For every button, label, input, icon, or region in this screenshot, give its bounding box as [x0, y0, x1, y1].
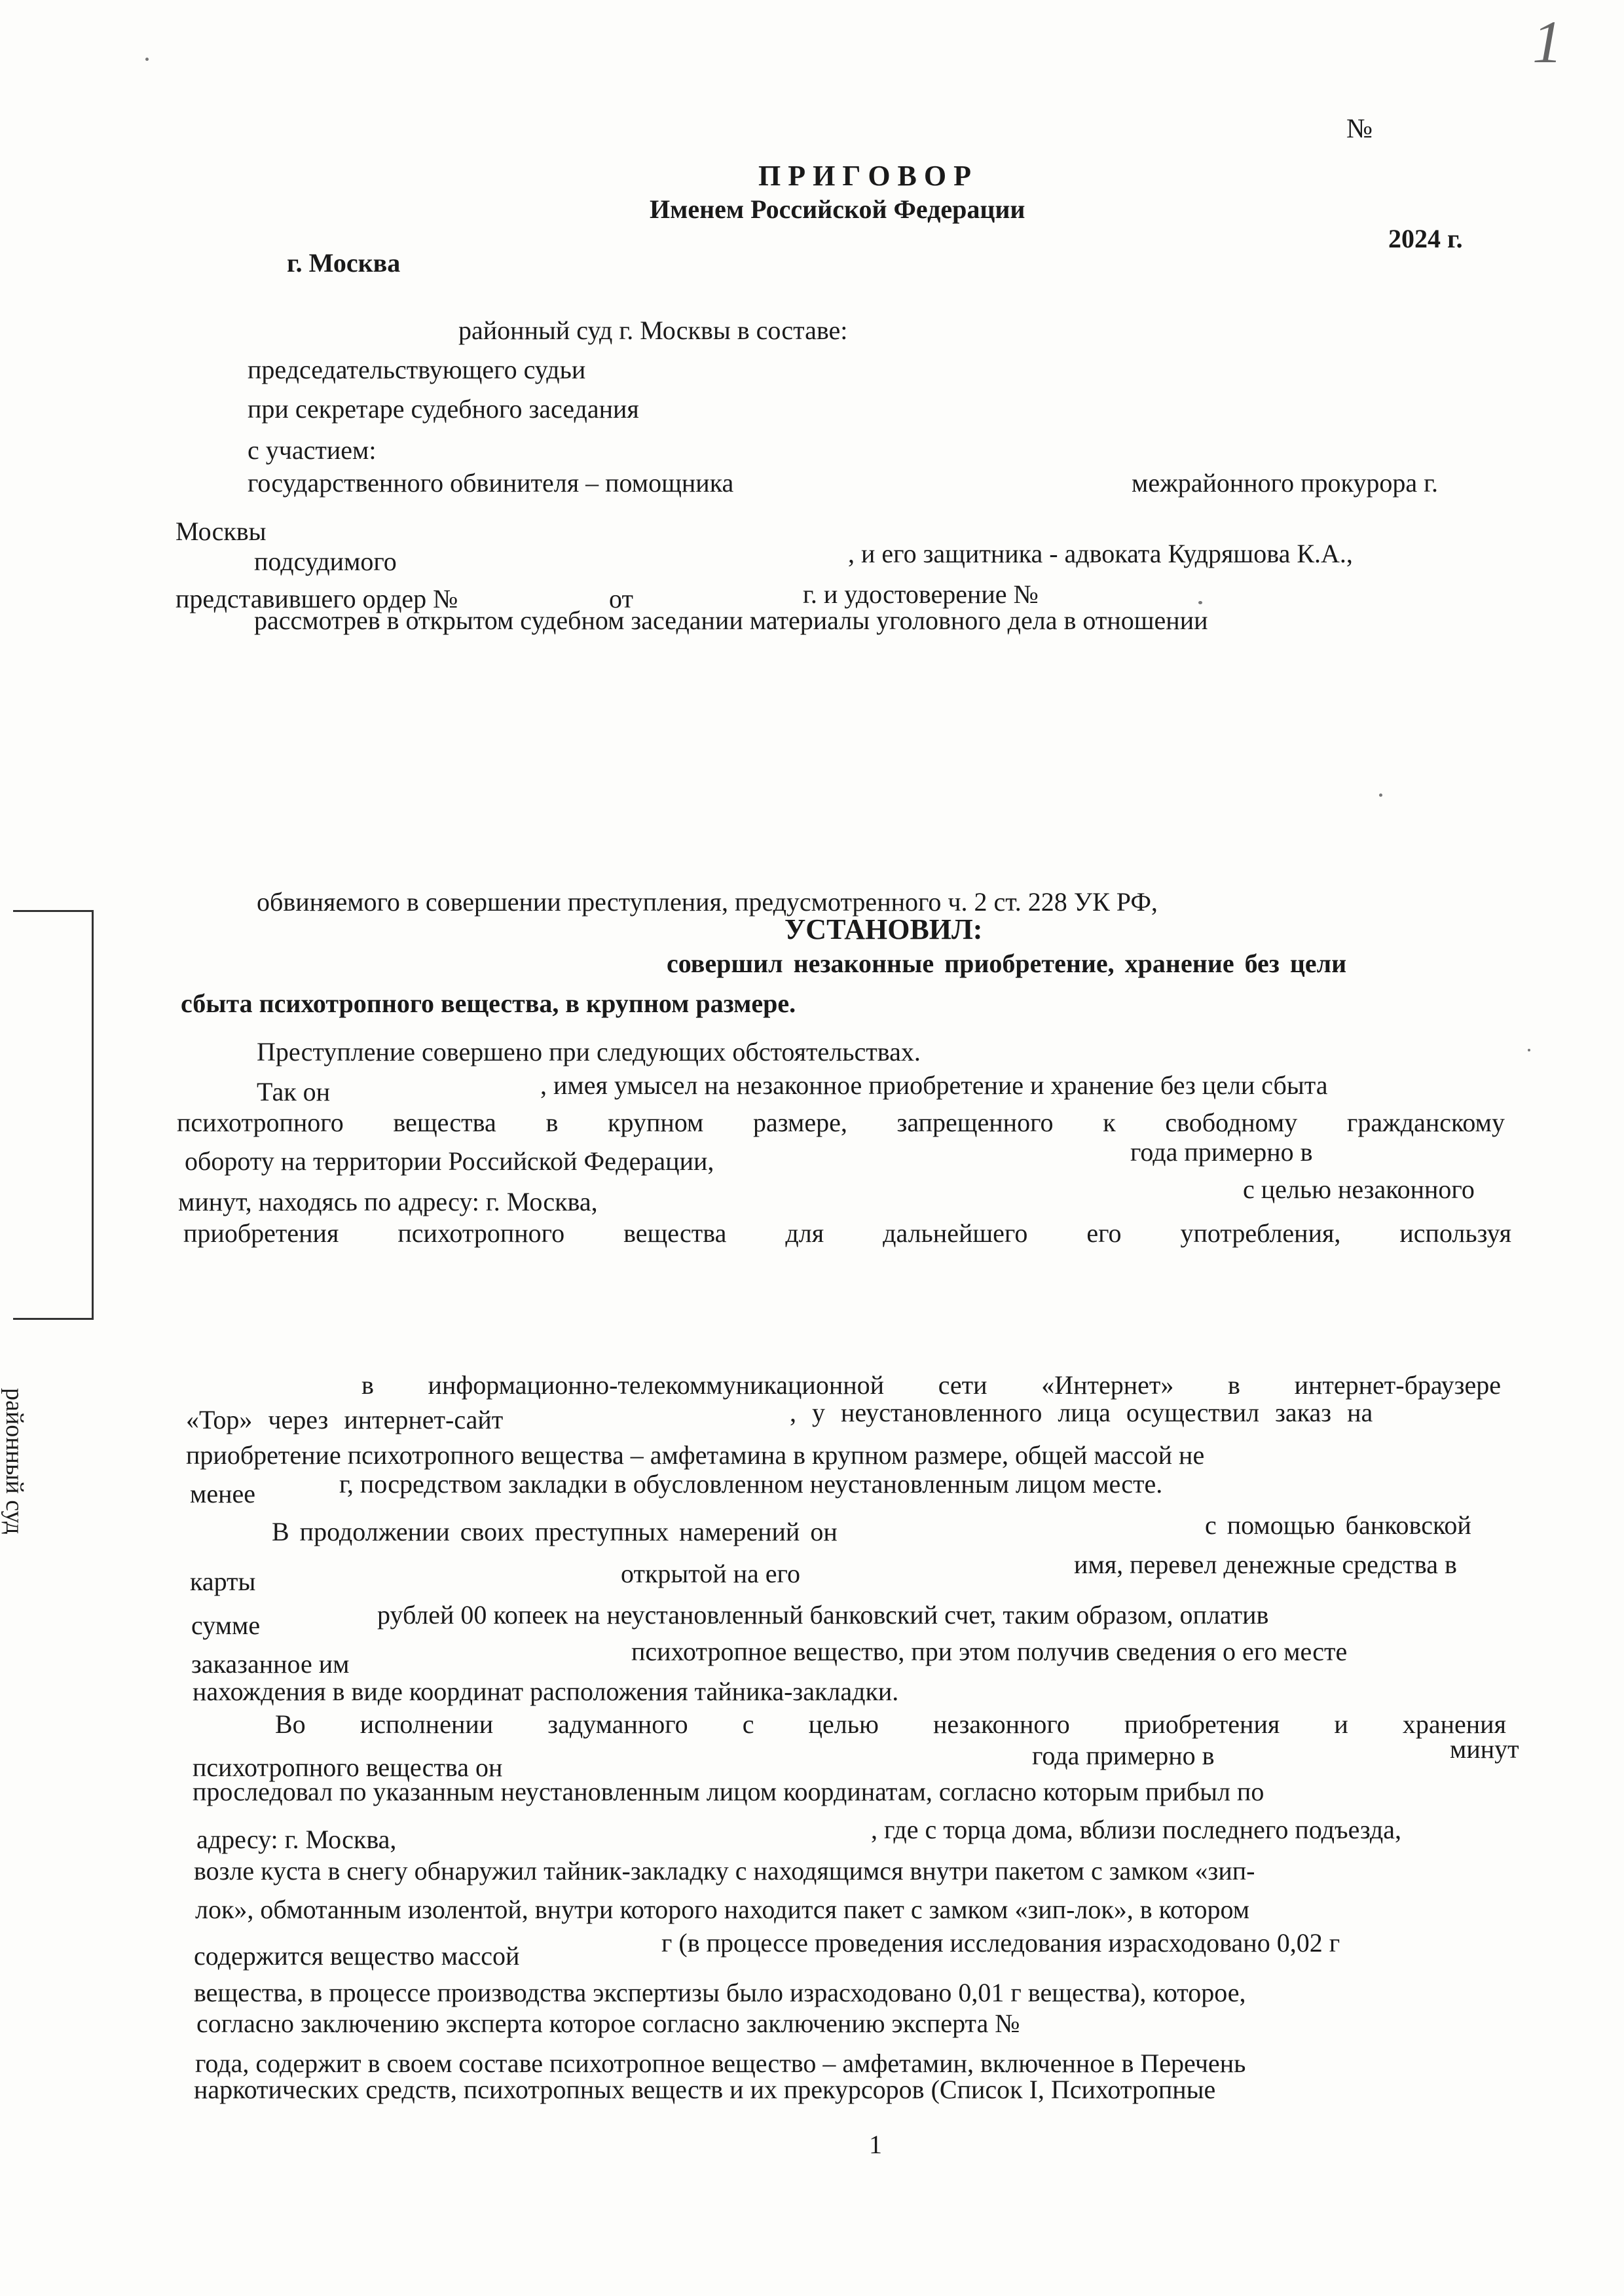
circulation-text: обороту на территории Российской Федерации,: [185, 1146, 714, 1176]
bank-card-text: с помощью банковской: [1205, 1510, 1471, 1540]
case-number-sign: №: [1346, 114, 1373, 144]
scan-speck: [1198, 601, 1202, 604]
ordered-label: заказанное им: [191, 1649, 350, 1679]
document-title: П Р И Г О В О Р: [758, 160, 971, 192]
transfer-text: имя, перевел денежные средства в: [1074, 1550, 1457, 1579]
coordinates-text: нахождения в виде координат расположения тайника-закладки.: [193, 1677, 899, 1706]
order-text: , у неустановленного лица осуществил заказ на: [790, 1398, 1373, 1427]
opened-text: открытой на его: [621, 1559, 800, 1588]
scan-speck: [1528, 1049, 1530, 1051]
card-label: карты: [190, 1567, 256, 1596]
followed-coordinates-text: проследовал по указанным неустановленным лицом координатам, согласно которым прибыл по: [193, 1777, 1264, 1806]
circumstances-intro: Преступление совершено при следующих обстоятельствах.: [257, 1037, 921, 1066]
justified-line: приобретения психотропного вещества для дальнейшего его употребления, используя: [183, 1218, 1511, 1248]
presiding-judge-label: председательствующего судьи: [248, 355, 586, 384]
expertise-text: вещества, в процессе производства экспертизы было израсходовано 0,01 г вещества), которое,: [194, 1978, 1246, 2007]
prosecutor-label: государственного обвинителя – помощника: [248, 468, 734, 498]
expert-conclusion-text: согласно заключению эксперта которое согласно заключению эксперта №: [196, 2009, 1020, 2038]
court-city: г. Москва: [287, 248, 401, 278]
sum-label: сумме: [191, 1611, 261, 1640]
justified-line: в информационно-телекоммуникационной сети «Интернет» в интернет-браузере: [361, 1370, 1501, 1400]
paragraph-so-he: Так он: [257, 1077, 331, 1106]
scan-speck: [145, 58, 149, 61]
house-end-text: , где с торца дома, вблизи последнего подъезда,: [871, 1815, 1402, 1844]
substance-he-text: психотропного вещества он: [193, 1753, 503, 1782]
prosecutor-city: Москвы: [175, 517, 267, 546]
stash-text: г, посредством закладки в обусловленном неустановленным лицом месте.: [339, 1469, 1163, 1499]
zip-lock-text: лок», обмотанным изолентой, внутри которого находится пакет с замком «зип-лок», в котором: [195, 1895, 1250, 1924]
accused-charge: обвиняемого в совершении преступления, предусмотренного ч. 2 ст. 228 УК РФ,: [257, 887, 1158, 917]
purpose-text: с целью незаконного: [1243, 1175, 1475, 1204]
considered-statement: рассмотрев в открытом судебном заседании материалы уголовного дела в отношении: [254, 606, 1208, 635]
established-heading: УСТАНОВИЛ:: [784, 913, 983, 945]
defense-attorney: , и его защитника - адвоката Кудряшова К.А.,: [848, 539, 1353, 568]
defendant-label: подсудимого: [254, 547, 397, 576]
rubles-text: рублей 00 копеек на неустановленный банковский счет, таким образом, оплатив: [377, 1600, 1269, 1630]
approx-time-text: года примерно в: [1130, 1137, 1313, 1167]
participation-label: с участием:: [248, 435, 377, 465]
secretary-label: при секретаре судебного заседания: [248, 394, 639, 424]
address-text: адресу: г. Москва,: [196, 1825, 397, 1854]
document-subtitle: Именем Российской Федерации: [650, 194, 1025, 224]
continuation-text: В продолжении своих преступных намерений он: [272, 1517, 838, 1546]
scan-speck: [1379, 793, 1382, 797]
prosecutor-office: межрайонного прокурора г.: [1132, 468, 1439, 498]
established-statement-line2: сбыта психотропного вещества, в крупном размере.: [181, 989, 796, 1018]
established-statement-line1: совершил незаконные приобретение, хранение без цели: [667, 949, 1347, 978]
page-number: 1: [869, 2130, 882, 2159]
address-text: минут, находясь по адресу: г. Москва,: [178, 1187, 598, 1216]
corner-page-mark: 1: [1532, 9, 1562, 75]
warrant-certificate: г. и удостоверение №: [803, 579, 1039, 609]
amphetamine-text: года, содержит в своем составе психотропное вещество – амфетамин, включенное в Перечень: [195, 2049, 1246, 2078]
court-composition: районный суд г. Москвы в составе:: [458, 316, 848, 345]
mass-label: менее: [190, 1479, 255, 1508]
substance-order-text: приобретение психотропного вещества – амфетамина в крупном размере, общей массой не: [186, 1440, 1205, 1470]
approx-time-text: года примерно в: [1032, 1741, 1215, 1770]
side-court-stamp-frame: [13, 910, 94, 1320]
warrant-label: представившего ордер №: [175, 584, 458, 613]
stamp-line-court: районный суд: [1, 1388, 28, 1535]
side-court-stamp: [0, 1303, 31, 1535]
substance-info-text: психотропное вещество, при этом получив сведения о его месте: [631, 1637, 1348, 1666]
narcotics-list-text: наркотических средств, психотропных веществ и их прекурсоров (Список I, Психотропные: [194, 2075, 1216, 2104]
tor-site-text: «Тор» через интернет-сайт: [186, 1405, 504, 1434]
minutes-text: минут: [1450, 1734, 1519, 1764]
research-text: г (в процессе проведения исследования израсходовано 0,02 г: [661, 1928, 1340, 1958]
justified-line: психотропного вещества в крупном размере, запрещенного к свободному гражданскому: [177, 1108, 1505, 1137]
mass-label: содержится вещество массой: [194, 1941, 520, 1971]
justified-line: Во исполнении задуманного с целью незаконного приобретения и хранения: [275, 1709, 1506, 1739]
warrant-from: от: [609, 584, 633, 613]
bush-snow-text: возле куста в снегу обнаружил тайник-закладку с находящимся внутри пакетом с замком «зип-: [194, 1856, 1255, 1886]
verdict-year: 2024 г.: [1388, 224, 1463, 253]
paragraph-intent: , имея умысел на незаконное приобретение и хранение без цели сбыта: [540, 1070, 1328, 1100]
